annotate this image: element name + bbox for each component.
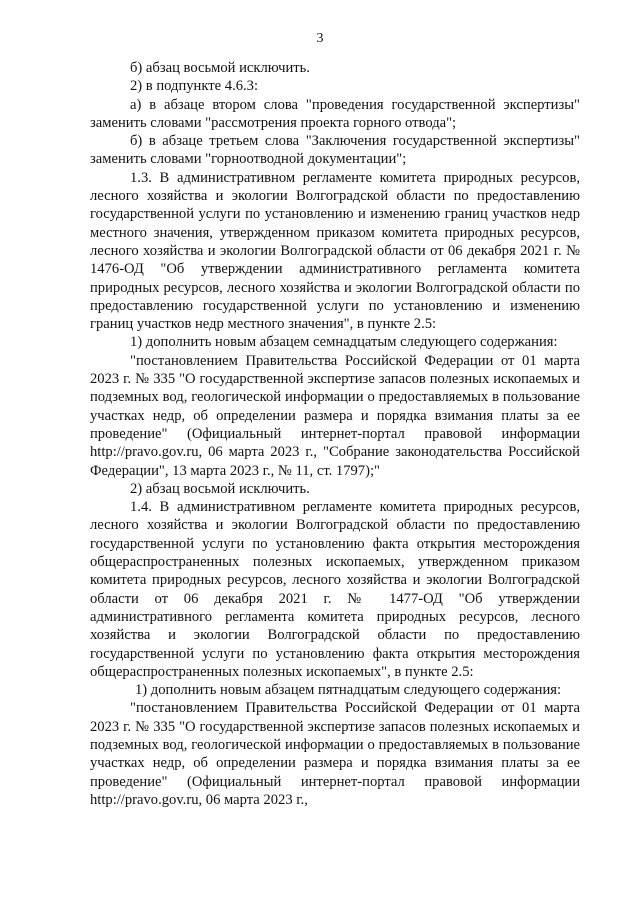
paragraph: 1) дополнить новым абзацем семнадцатым следующего содержания: bbox=[130, 334, 558, 351]
paragraph: 1.4. В административном регламенте комитета природных ресурсов, лесного хозяйства и экологии Волгоградской области по предоставлению государственной услуги по установлению факта открытия месторождения общераспространенных полезных ископаемых, утвержденном приказом комитета природных ресурсов, лесного хозяйства и экологии Волгоградской области от 06 декабря 2021 г. № 1477-ОД "Об утверждении административного регламента комитета природных ресурсов, лесного хозяйства и экологии Волгоградской области по предоставлению государственной услуги по установлению факта открытия месторождения общераспространенных полезных ископаемых", в пункте 2.5: bbox=[90, 499, 580, 680]
paragraph: 1.3. В административном регламенте комитета природных ресурсов, лесного хозяйства и экологии Волгоградской области по предоставлению государственной услуги по установлению и изменению границ участков недр местного значения, утвержденном приказом комитета природных ресурсов, лесного хозяйства и экологии Волгоградской области от 06 декабря 2021 г. № 1476-ОД "Об утверждении административного регламента комитета природных ресурсов, лесного хозяйства и экологии Волгоградской области по предоставлению государственной услуги по установлению и изменению границ участков недр местного значения", в пункте 2.5: bbox=[90, 169, 580, 333]
paragraph: 1) дополнить новым абзацем пятнадцатым следующего содержания: bbox=[135, 682, 562, 699]
paragraph: "постановлением Правительства Российской Федерации от 01 марта 2023 г. № 335 "О государственной экспертизе запасов полезных ископаемых и подземных вод, геологической информации о предоставляемых в пользование участках недр, об определении размера и порядка взимания платы за ее проведение" (Официальный интернет-портал правовой информации http://pravo.gov.ru, 06 марта 2023 г., "Собрание законодательства Российской Федерации", 13 марта 2023 г., № 11, ст. 1797);" bbox=[90, 352, 580, 479]
paragraph: а) в абзаце втором слова "проведения государственной экспертизы" заменить словами "рассмотрения проекта горного отвода"; bbox=[90, 96, 580, 131]
paragraph: "постановлением Правительства Российской Федерации от 01 марта 2023 г. № 335 "О государственной экспертизе запасов полезных ископаемых и подземных вод, геологической информации о предоставляемых в пользование участках недр, об определении размера и порядка взимания платы за ее проведение" (Официальный интернет-портал правовой информации http://pravo.gov.ru, 06 марта 2023 г., bbox=[90, 700, 580, 808]
paragraph: 2) в подпункте 4.6.3: bbox=[130, 78, 259, 95]
paragraph: 2) абзац восьмой исключить. bbox=[130, 480, 310, 497]
paragraph: б) абзац восьмой исключить. bbox=[130, 60, 310, 76]
document-body bbox=[90, 59, 580, 809]
page-number: 3 bbox=[316, 31, 324, 46]
paragraph: б) в абзаце третьем слова "Заключения государственной экспертизы" заменить словами "горноотводной документации"; bbox=[90, 133, 580, 168]
